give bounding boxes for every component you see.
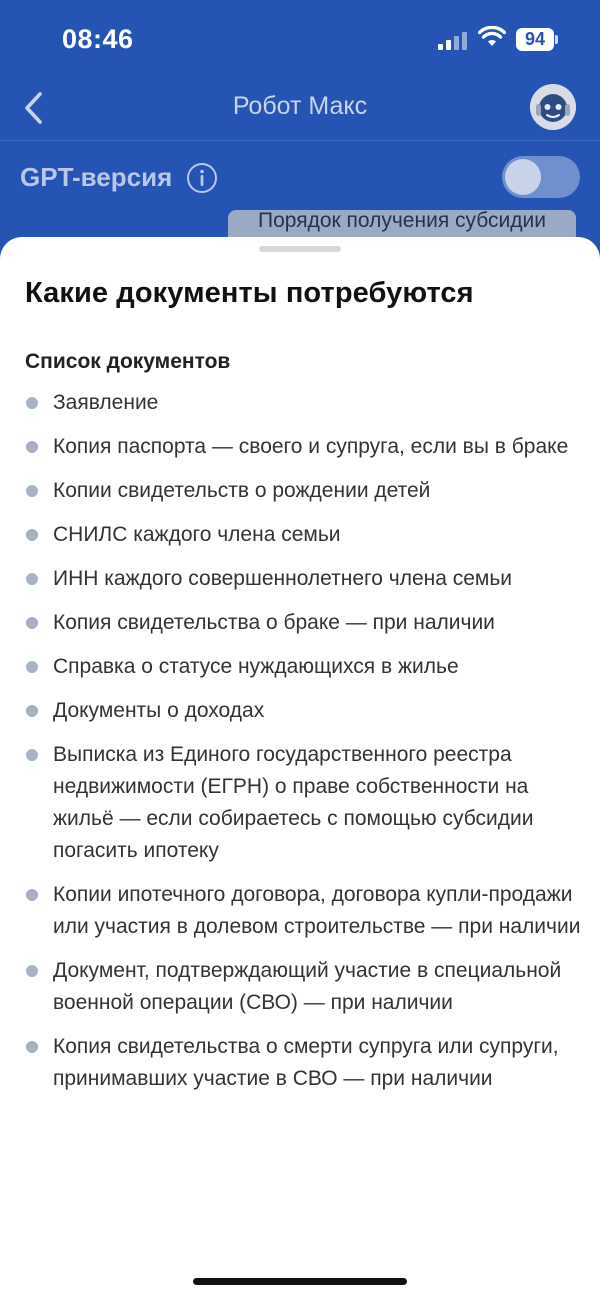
list-item-text: Документ, подтверждающий участие в специальной военной операции (СВО) — при наличии (53, 959, 562, 1014)
list-item (25, 387, 585, 419)
battery-icon: 94 (516, 28, 554, 51)
list-item (25, 695, 585, 727)
documents-list (25, 387, 585, 1107)
signal-icon (438, 30, 468, 50)
bullet-icon (26, 889, 38, 901)
list-item (25, 607, 585, 639)
list-item (25, 879, 585, 943)
sheet-title: Какие документы потребуются (25, 277, 474, 309)
section-title: Список документов (25, 350, 231, 373)
bullet-icon (26, 485, 38, 497)
list-item-text: Заявление (53, 391, 159, 414)
gpt-version-toggle[interactable] (502, 156, 580, 198)
gpt-version-label: GPT-версия (20, 162, 173, 192)
bullet-icon (26, 617, 38, 629)
sheet-grabber[interactable] (259, 246, 341, 252)
wifi-icon (478, 26, 506, 48)
list-item-text: Копия паспорта — своего и супруга, если вы в браке (53, 435, 569, 458)
status-time: 08:46 (62, 24, 134, 54)
list-item (25, 651, 585, 683)
gpt-version-row (0, 150, 600, 210)
list-item-text: Копии свидетельств о рождении детей (53, 479, 431, 502)
bullet-icon (26, 749, 38, 761)
header-divider (0, 140, 600, 141)
bottom-sheet (0, 237, 600, 1297)
list-item (25, 563, 585, 595)
bullet-icon (26, 705, 38, 717)
list-item (25, 519, 585, 551)
list-item (25, 955, 585, 1019)
list-item-text: Документы о доходах (53, 699, 265, 722)
toggle-knob (505, 159, 541, 195)
list-item-text: Выписка из Единого государственного реестра недвижимости (ЕГРН) о праве собственности на жильё — если собираетесь с помощью субсидии погасить ипотеку (53, 743, 534, 862)
bullet-icon (26, 965, 38, 977)
battery-tip (555, 35, 558, 44)
list-item-text: Копия свидетельства о смерти супруга или супруги, принимавших участие в СВО — при наличии (53, 1035, 559, 1090)
bullet-icon (26, 529, 38, 541)
page-title: Робот Макс (232, 92, 368, 120)
bullet-icon (26, 573, 38, 585)
bullet-icon (26, 1041, 38, 1053)
bullet-icon (26, 661, 38, 673)
bullet-icon (26, 441, 38, 453)
navbar (0, 80, 600, 138)
bullet-icon (26, 397, 38, 409)
list-item-text: ИНН каждого совершеннолетнего члена семьи (53, 567, 513, 590)
list-item (25, 475, 585, 507)
info-icon[interactable] (186, 162, 218, 194)
list-item-text: Копии ипотечного договора, договора купли-продажи или участия в долевом строительстве — при наличии (53, 883, 581, 938)
list-item (25, 431, 585, 463)
robot-avatar-icon[interactable] (530, 84, 576, 130)
suggestion-chip[interactable]: Порядок получения субсидии (228, 210, 576, 250)
list-item (25, 1031, 585, 1095)
app-header (0, 0, 600, 260)
list-item-text: Справка о статусе нуждающихся в жилье (53, 655, 459, 678)
status-bar (0, 0, 600, 80)
list-item-text: СНИЛС каждого члена семьи (53, 523, 341, 546)
list-item-text: Копия свидетельства о браке — при наличии (53, 611, 495, 634)
list-item (25, 739, 585, 867)
home-indicator[interactable] (193, 1278, 407, 1285)
